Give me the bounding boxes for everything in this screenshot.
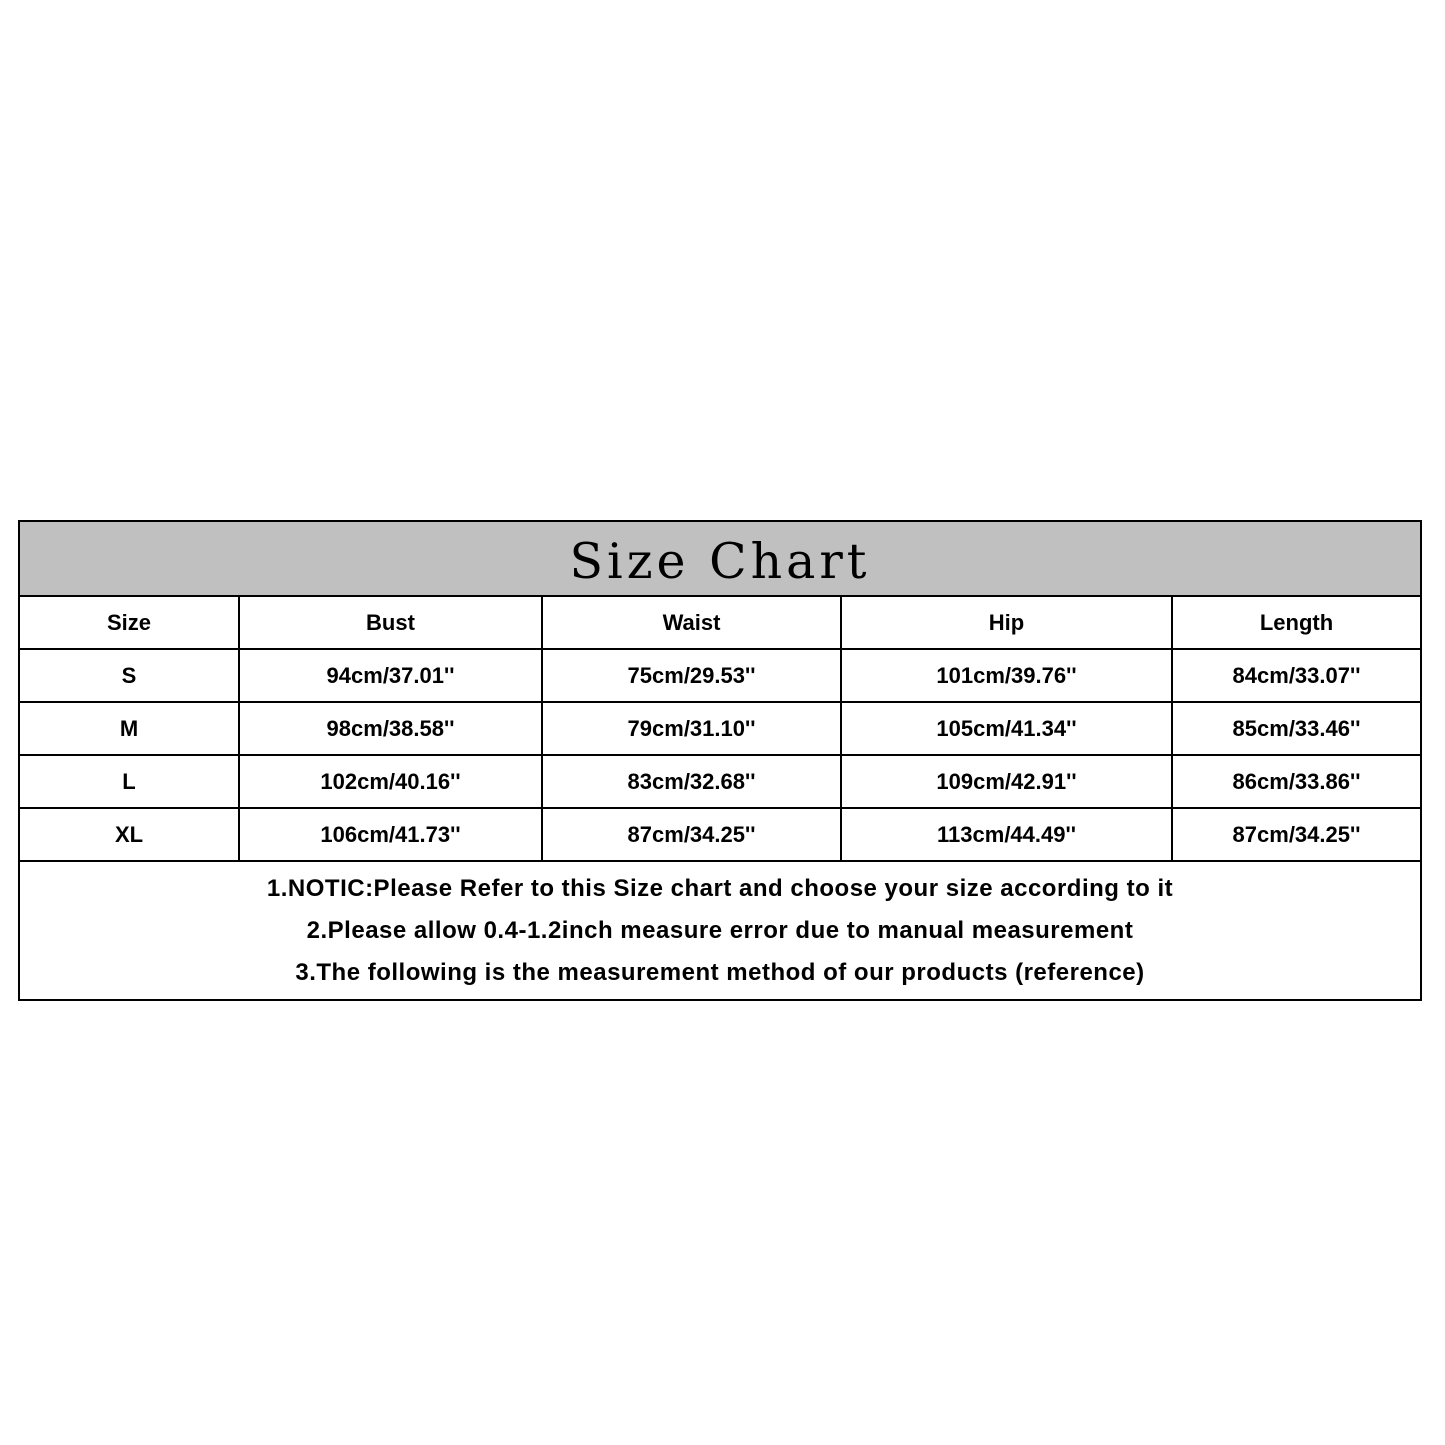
table-row xyxy=(20,649,1420,702)
cell-hip: 101cm/39.76'' xyxy=(841,649,1172,702)
cell-hip: 105cm/41.34'' xyxy=(841,702,1172,755)
cell-size: XL xyxy=(20,808,239,861)
cell-bust: 94cm/37.01'' xyxy=(239,649,542,702)
cell-waist: 87cm/34.25'' xyxy=(542,808,841,861)
note-line: 3.The following is the measurement method of our products (reference) xyxy=(295,958,1145,986)
cell-length: 84cm/33.07'' xyxy=(1172,649,1420,702)
header-waist: Waist xyxy=(542,597,841,649)
note-line: 1.NOTIC:Please Refer to this Size chart and choose your size according to it xyxy=(266,874,1174,902)
note-line: 2.Please allow 0.4-1.2inch measure error due to manual measurement xyxy=(306,916,1134,944)
table-row xyxy=(20,808,1420,861)
size-table xyxy=(20,597,1420,862)
cell-length: 87cm/34.25'' xyxy=(1172,808,1420,861)
cell-waist: 83cm/32.68'' xyxy=(542,755,841,808)
table-row xyxy=(20,702,1420,755)
size-chart xyxy=(18,520,1422,1001)
header-bust: Bust xyxy=(239,597,542,649)
chart-title-bar xyxy=(20,522,1420,597)
cell-bust: 106cm/41.73'' xyxy=(239,808,542,861)
cell-length: 85cm/33.46'' xyxy=(1172,702,1420,755)
cell-size: M xyxy=(20,702,239,755)
header-size: Size xyxy=(20,597,239,649)
cell-waist: 79cm/31.10'' xyxy=(542,702,841,755)
cell-size: L xyxy=(20,755,239,808)
table-header-row xyxy=(20,597,1420,649)
cell-length: 86cm/33.86'' xyxy=(1172,755,1420,808)
cell-bust: 98cm/38.58'' xyxy=(239,702,542,755)
cell-hip: 113cm/44.49'' xyxy=(841,808,1172,861)
notes-section xyxy=(20,862,1420,999)
cell-waist: 75cm/29.53'' xyxy=(542,649,841,702)
table-row xyxy=(20,755,1420,808)
cell-size: S xyxy=(20,649,239,702)
cell-bust: 102cm/40.16'' xyxy=(239,755,542,808)
cell-hip: 109cm/42.91'' xyxy=(841,755,1172,808)
header-hip: Hip xyxy=(841,597,1172,649)
header-length: Length xyxy=(1172,597,1420,649)
chart-title: Size Chart xyxy=(569,533,871,590)
